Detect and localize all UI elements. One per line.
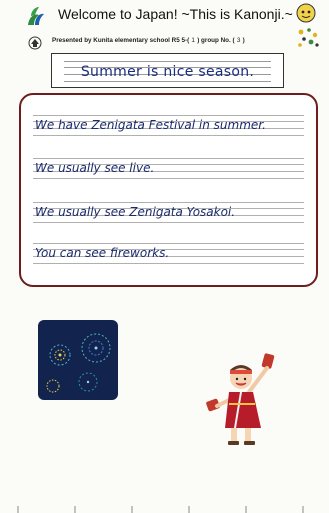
mascot-face-icon [296, 3, 316, 23]
sentence-2: We usually see live. [35, 161, 155, 175]
writing-line-3 [33, 202, 304, 222]
sentence-1: We have Zenigata Festival in summer. [35, 118, 266, 132]
fireworks-picture [38, 320, 118, 400]
page-title: Welcome to Japan! ~This is Kanonji.~ [58, 6, 293, 22]
writing-line-2 [33, 158, 304, 178]
theme-box [51, 53, 284, 88]
subtitle-prefix: Presented by Kunita elementary school R5 5-( [52, 37, 190, 44]
city-logo-icon [25, 5, 45, 27]
subtitle-suffix: ) [242, 37, 245, 44]
writing-frame [19, 93, 318, 287]
yosakoi-dancer-illustration [205, 352, 285, 452]
class-number: 1 [191, 37, 195, 44]
bottom-edge-ticks [0, 500, 329, 513]
subtitle-middle: ) group No. ( [197, 37, 235, 44]
decorative-dots-icon [296, 27, 320, 49]
group-number: 3 [236, 37, 241, 44]
sentence-3: We usually see Zenigata Yosakoi. [35, 205, 236, 219]
writing-line-1 [33, 115, 304, 135]
school-emblem-icon [27, 36, 43, 50]
theme-sentence: Summer is nice season. [80, 64, 255, 80]
subtitle [52, 37, 245, 44]
writing-line-4 [33, 243, 304, 263]
sentence-4: You can see fireworks. [35, 246, 170, 260]
